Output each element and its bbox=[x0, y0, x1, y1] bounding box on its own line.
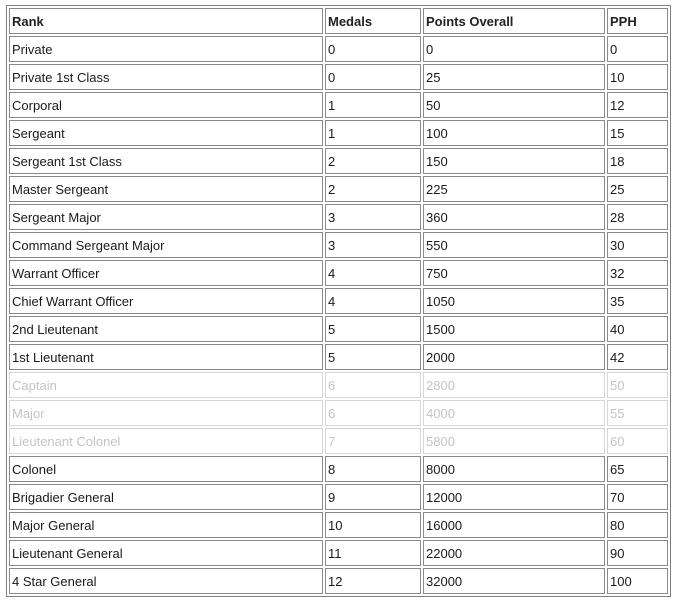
rank-cell: 4 Star General bbox=[9, 568, 323, 594]
pph-cell: 80 bbox=[607, 512, 668, 538]
rank-cell: Command Sergeant Major bbox=[9, 232, 323, 258]
medals-cell: 4 bbox=[325, 260, 421, 286]
medals-cell: 5 bbox=[325, 316, 421, 342]
table-row bbox=[9, 512, 668, 538]
pph-cell: 90 bbox=[607, 540, 668, 566]
table-row bbox=[9, 344, 668, 370]
points-cell: 1500 bbox=[423, 316, 605, 342]
points-cell: 550 bbox=[423, 232, 605, 258]
medals-cell: 2 bbox=[325, 148, 421, 174]
table-header-row bbox=[9, 8, 668, 34]
medals-cell: 3 bbox=[325, 204, 421, 230]
table-row bbox=[9, 260, 668, 286]
pph-cell: 28 bbox=[607, 204, 668, 230]
table-row bbox=[9, 456, 668, 482]
table-row bbox=[9, 372, 668, 398]
rank-cell: Chief Warrant Officer bbox=[9, 288, 323, 314]
medals-cell: 8 bbox=[325, 456, 421, 482]
table-body bbox=[9, 36, 668, 594]
header-rank: Rank bbox=[9, 8, 323, 34]
points-cell: 16000 bbox=[423, 512, 605, 538]
medals-cell: 0 bbox=[325, 64, 421, 90]
pph-cell: 70 bbox=[607, 484, 668, 510]
medals-cell: 6 bbox=[325, 400, 421, 426]
medals-cell: 0 bbox=[325, 36, 421, 62]
pph-cell: 18 bbox=[607, 148, 668, 174]
medals-cell: 7 bbox=[325, 428, 421, 454]
pph-cell: 60 bbox=[607, 428, 668, 454]
table-row bbox=[9, 176, 668, 202]
points-cell: 225 bbox=[423, 176, 605, 202]
points-cell: 0 bbox=[423, 36, 605, 62]
medals-cell: 5 bbox=[325, 344, 421, 370]
rank-cell: Lieutenant General bbox=[9, 540, 323, 566]
rank-cell: Warrant Officer bbox=[9, 260, 323, 286]
table-row bbox=[9, 316, 668, 342]
header-pph: PPH bbox=[607, 8, 668, 34]
rank-cell: Captain bbox=[9, 372, 323, 398]
points-cell: 100 bbox=[423, 120, 605, 146]
points-cell: 360 bbox=[423, 204, 605, 230]
pph-cell: 10 bbox=[607, 64, 668, 90]
medals-cell: 2 bbox=[325, 176, 421, 202]
pph-cell: 50 bbox=[607, 372, 668, 398]
rank-cell: Lieutenant Colonel bbox=[9, 428, 323, 454]
medals-cell: 10 bbox=[325, 512, 421, 538]
table-row bbox=[9, 148, 668, 174]
points-cell: 32000 bbox=[423, 568, 605, 594]
points-cell: 1050 bbox=[423, 288, 605, 314]
rank-cell: Major General bbox=[9, 512, 323, 538]
rank-cell: 2nd Lieutenant bbox=[9, 316, 323, 342]
pph-cell: 30 bbox=[607, 232, 668, 258]
points-cell: 5800 bbox=[423, 428, 605, 454]
points-cell: 2000 bbox=[423, 344, 605, 370]
pph-cell: 0 bbox=[607, 36, 668, 62]
table-row bbox=[9, 484, 668, 510]
rank-cell: Master Sergeant bbox=[9, 176, 323, 202]
rank-cell: 1st Lieutenant bbox=[9, 344, 323, 370]
rank-cell: Brigadier General bbox=[9, 484, 323, 510]
table-row bbox=[9, 288, 668, 314]
pph-cell: 25 bbox=[607, 176, 668, 202]
points-cell: 2800 bbox=[423, 372, 605, 398]
medals-cell: 12 bbox=[325, 568, 421, 594]
medals-cell: 1 bbox=[325, 92, 421, 118]
rank-table bbox=[6, 5, 671, 597]
table-row bbox=[9, 120, 668, 146]
pph-cell: 40 bbox=[607, 316, 668, 342]
table-row bbox=[9, 540, 668, 566]
points-cell: 4000 bbox=[423, 400, 605, 426]
points-cell: 150 bbox=[423, 148, 605, 174]
rank-cell: Sergeant 1st Class bbox=[9, 148, 323, 174]
header-medals: Medals bbox=[325, 8, 421, 34]
pph-cell: 15 bbox=[607, 120, 668, 146]
points-cell: 50 bbox=[423, 92, 605, 118]
pph-cell: 55 bbox=[607, 400, 668, 426]
table-row bbox=[9, 92, 668, 118]
table-row bbox=[9, 64, 668, 90]
pph-cell: 12 bbox=[607, 92, 668, 118]
points-cell: 8000 bbox=[423, 456, 605, 482]
pph-cell: 42 bbox=[607, 344, 668, 370]
points-cell: 25 bbox=[423, 64, 605, 90]
medals-cell: 9 bbox=[325, 484, 421, 510]
rank-cell: Sergeant bbox=[9, 120, 323, 146]
pph-cell: 100 bbox=[607, 568, 668, 594]
rank-cell: Colonel bbox=[9, 456, 323, 482]
rank-cell: Private 1st Class bbox=[9, 64, 323, 90]
header-points-overall: Points Overall bbox=[423, 8, 605, 34]
medals-cell: 6 bbox=[325, 372, 421, 398]
rank-cell: Corporal bbox=[9, 92, 323, 118]
table-row bbox=[9, 232, 668, 258]
medals-cell: 1 bbox=[325, 120, 421, 146]
table-row bbox=[9, 568, 668, 594]
rank-cell: Sergeant Major bbox=[9, 204, 323, 230]
medals-cell: 11 bbox=[325, 540, 421, 566]
pph-cell: 32 bbox=[607, 260, 668, 286]
points-cell: 750 bbox=[423, 260, 605, 286]
pph-cell: 35 bbox=[607, 288, 668, 314]
medals-cell: 3 bbox=[325, 232, 421, 258]
table-row bbox=[9, 428, 668, 454]
table-row bbox=[9, 400, 668, 426]
points-cell: 22000 bbox=[423, 540, 605, 566]
rank-cell: Major bbox=[9, 400, 323, 426]
rank-cell: Private bbox=[9, 36, 323, 62]
medals-cell: 4 bbox=[325, 288, 421, 314]
pph-cell: 65 bbox=[607, 456, 668, 482]
points-cell: 12000 bbox=[423, 484, 605, 510]
table-row bbox=[9, 36, 668, 62]
table-row bbox=[9, 204, 668, 230]
